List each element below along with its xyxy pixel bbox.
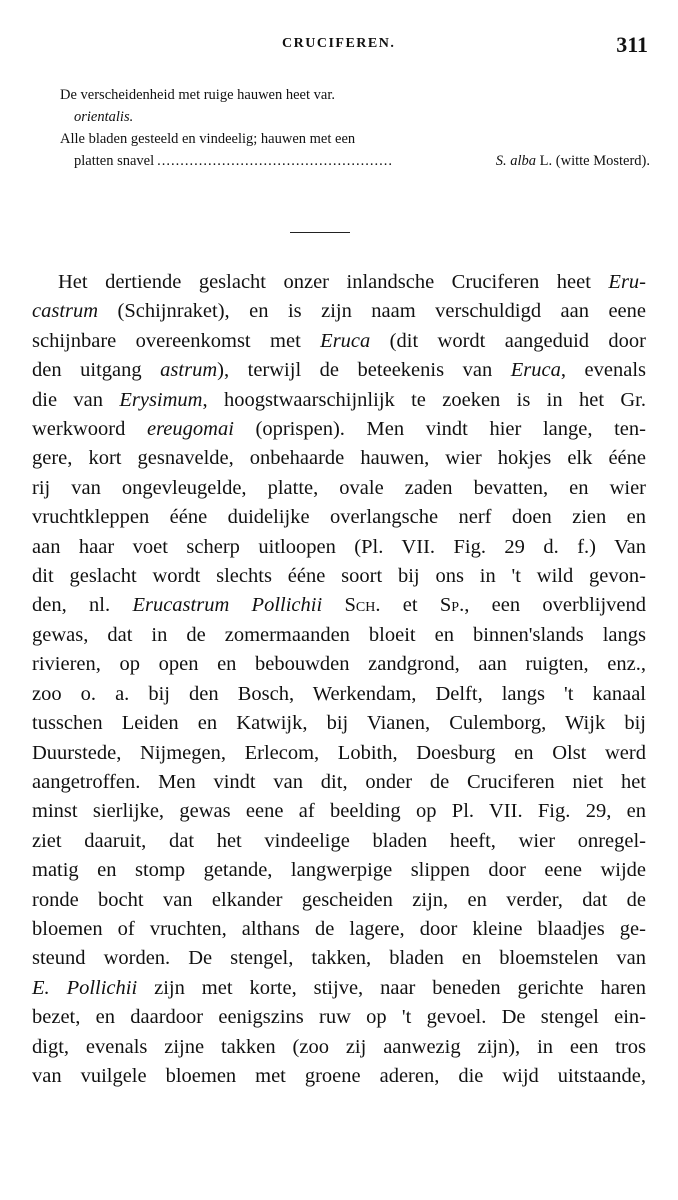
text-run: ronde bocht van elkander gescheiden zijn, en verder, dat de: [32, 888, 646, 911]
key-line-3-end: [496, 150, 650, 172]
text-line: [32, 650, 646, 679]
text-run: die van: [32, 388, 120, 411]
text-run: zijn met korte, stijve, naar beneden gerichte haren: [137, 976, 647, 999]
text-run: den, nl.: [32, 594, 133, 617]
species-author-common-name: L. (witte Mosterd).: [539, 153, 650, 169]
species-name: S. alba: [495, 153, 537, 169]
key-line-2: Alle bladen gesteeld en vindeelig; hauwen met een: [60, 131, 356, 147]
text-run: aangetroffen. Men vindt van dit, onder de Cruciferen niet het: [32, 770, 646, 793]
italic-term: Erysimum: [119, 388, 203, 411]
text-run: digt, evenals zijne takken (zoo zij aanwezig zijn), in een tros: [32, 1035, 646, 1058]
running-head: [0, 32, 678, 60]
author-abbreviation: Sp.: [439, 594, 465, 617]
text-run: rij van ongevleugelde, platte, ovale zaden bevatten, en wier: [32, 476, 646, 499]
text-run: , hoogstwaarschijnlijk te zoeken is in het Gr.: [202, 388, 646, 411]
text-line: [32, 1062, 646, 1091]
text-line: [32, 591, 646, 620]
key-line-1-continued: [60, 106, 650, 128]
variety-name: orientalis.: [74, 109, 134, 125]
text-run: bloemen of vruchten, althans de lagere, door kleine blaadjes ge-: [32, 917, 646, 940]
text-run: dit geslacht wordt slechts éénе soort bij ons in 't wild gevon-: [32, 565, 646, 588]
text-run: den uitgang: [32, 359, 161, 382]
page-number: 311: [616, 32, 648, 57]
text-line: [32, 562, 646, 591]
text-run: tusschen Leiden en Katwijk, bij Vianen, Culemborg, Wijk bij: [32, 712, 646, 735]
text-run: et: [380, 594, 440, 617]
text-run: gewas, dat in de zomermaanden bloeit en binnen'slands langs: [32, 623, 646, 646]
text-line: [32, 268, 646, 297]
text-line: [32, 503, 646, 532]
text-run: , evenals: [560, 359, 646, 382]
text-run: bezet, en daardoor eenigszins ruw op 't gevoel. De stengel ein-: [32, 1006, 646, 1029]
text-run: Het dertiende geslacht onzer inlandsche Cruciferen heet: [58, 271, 609, 293]
text-line: [32, 533, 646, 562]
text-run: [322, 594, 344, 616]
author-abbreviation: Sch.: [344, 594, 381, 617]
text-run: ziet daaruit, dat het vindeelige bladen heeft, wier onregel-: [32, 829, 646, 852]
text-run: minst sierlijke, gewas eene af beelding op Pl. VII. Fig. 29, en: [32, 800, 646, 823]
text-run: matig en stomp getande, langwerpige slippen door eene wijde: [32, 859, 646, 882]
italic-term: Erucastrum Pollichii: [132, 594, 323, 617]
text-line: [32, 797, 646, 826]
section-divider: [290, 232, 350, 233]
key-line-3: [60, 150, 650, 172]
text-line: [32, 768, 646, 797]
running-title: CRUCIFEREN.: [282, 36, 396, 51]
text-run: zoo o. a. bij den Bosch, Werkendam, Delft, langs 't kanaal: [32, 682, 646, 705]
italic-term: Eruca: [510, 359, 561, 382]
text-run: , een overblijvend: [464, 594, 647, 617]
text-line: [32, 915, 646, 944]
text-run: van vuilgele bloemen met groene aderen, die wijd uitstaande,: [32, 1064, 646, 1087]
leader-dots: ...................................................: [157, 153, 394, 169]
text-line: [32, 974, 646, 1003]
text-run: aan haar voet scherp uitloopen (Pl. VII. Fig. 29 d. f.) Van: [32, 535, 646, 558]
text-line: [32, 297, 646, 326]
italic-term: Eruca: [320, 329, 371, 352]
text-run: (Schijnraket), en is zijn naam verschuldigd aan eene: [98, 300, 646, 323]
key-line-1: De verscheidenheid met ruige hauwen heet var.: [60, 87, 335, 103]
italic-term: Eru-: [608, 271, 646, 293]
text-run: ), terwijl de beteekenis van: [217, 359, 511, 382]
text-line: [32, 739, 646, 768]
text-run: steund worden. De stengel, takken, bladen en bloemstelen van: [32, 947, 646, 970]
body-paragraph: [32, 268, 646, 1091]
text-run: rivieren, op open en bebouwden zandgrond, aan ruigten, enz.,: [32, 653, 646, 676]
text-line: [32, 944, 646, 973]
italic-term: E. Pollichii: [32, 976, 138, 999]
text-run: gere, kort gesnavelde, onbehaarde hauwen, wier hokjes elk ééne: [32, 447, 646, 470]
text-line: [32, 386, 646, 415]
italic-term: castrum: [32, 300, 99, 323]
text-line: [32, 709, 646, 738]
text-line: [32, 856, 646, 885]
text-run: Duurstede, Nijmegen, Erlecom, Lobith, Doesburg en Olst werd: [32, 741, 646, 764]
text-line: [32, 327, 646, 356]
italic-term: ereugomai: [146, 418, 234, 441]
text-line: [32, 415, 646, 444]
text-run: (oprispen). Men vindt hier lange, ten-: [233, 418, 646, 441]
text-run: schijnbare overeenkomst met: [32, 329, 321, 352]
text-line: [32, 444, 646, 473]
text-line: [32, 680, 646, 709]
text-run: werkwoord: [32, 418, 147, 441]
text-line: [32, 886, 646, 915]
text-line: [32, 356, 646, 385]
text-run: (dit wordt aangeduid door: [370, 329, 646, 352]
identification-key: [60, 84, 650, 172]
text-line: [32, 1003, 646, 1032]
text-line: [32, 827, 646, 856]
text-run: vruchtkleppen ééne duidelijke overlangsche nerf doen zien en: [32, 506, 646, 529]
text-line: [32, 1033, 646, 1062]
text-line: [32, 621, 646, 650]
text-line: [32, 474, 646, 503]
key-line-3-start: platten snavel: [74, 153, 155, 169]
italic-term: astrum: [160, 359, 218, 382]
